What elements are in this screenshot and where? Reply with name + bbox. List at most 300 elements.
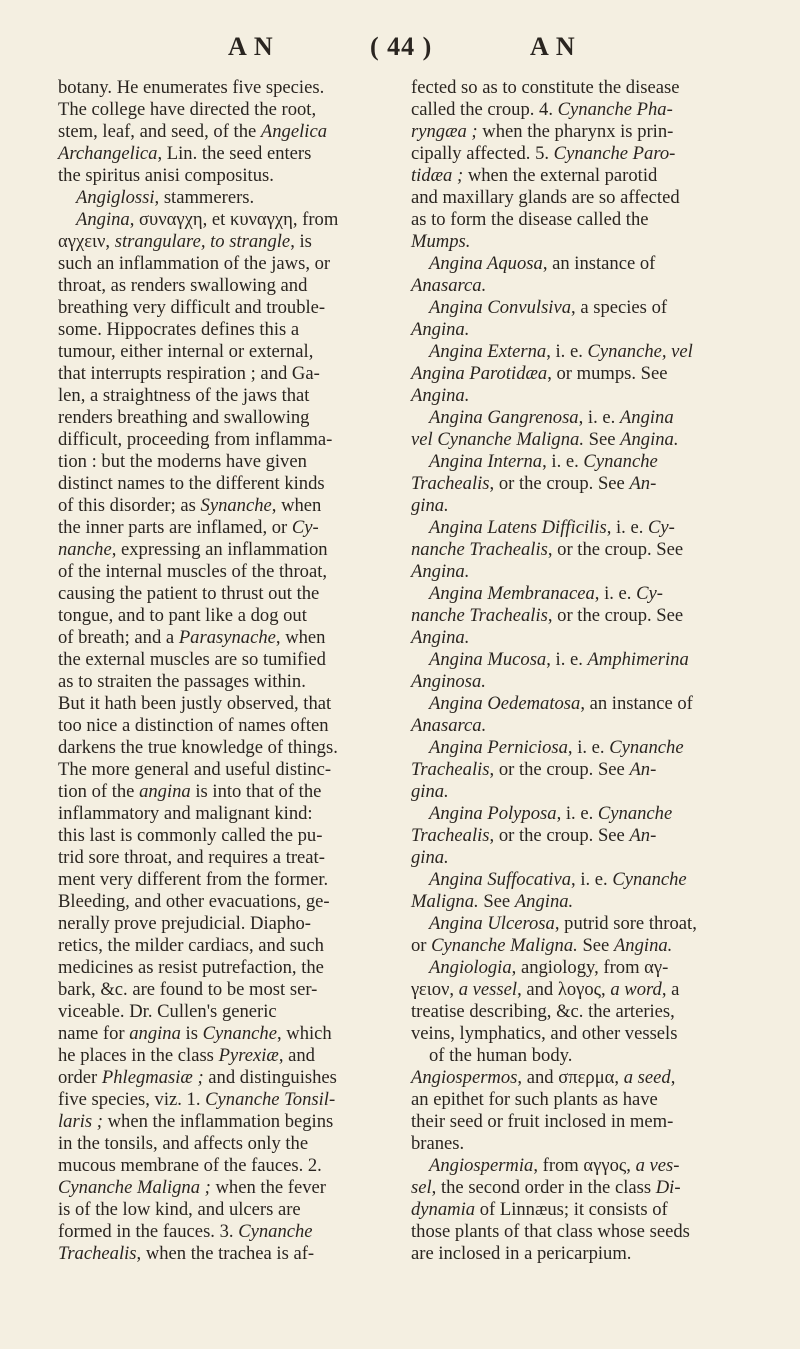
text-line: [411, 517, 761, 539]
italic-text: Angina.: [620, 429, 679, 450]
italic-text: Angiospermia: [429, 1155, 534, 1176]
text-run: difficult, proceeding from inflamma-: [58, 429, 333, 450]
running-head-left: A N: [228, 32, 274, 61]
text-run: , and: [278, 1045, 315, 1066]
italic-text: Cynanche: [583, 451, 658, 472]
text-run: renders breathing and swallowing: [58, 407, 310, 428]
text-line: [58, 319, 398, 341]
italic-text: Angina.: [411, 385, 470, 406]
italic-text: Angina Interna: [429, 451, 543, 472]
italic-text: An-: [629, 473, 657, 494]
text-run: called the croup. 4.: [411, 99, 558, 120]
text-line: [411, 275, 761, 297]
text-run: , angiology, from αγ-: [511, 957, 669, 978]
italic-text: Angina Gangrenosa: [429, 407, 579, 428]
text-run: , which: [276, 1023, 332, 1044]
italic-text: Angina.: [411, 561, 470, 582]
text-run: , i. e.: [546, 341, 588, 362]
text-run: See: [577, 935, 614, 956]
text-line: [411, 319, 761, 341]
italic-text: Pyrexiæ: [218, 1045, 279, 1066]
text-run: tongue, and to pant like a dog out: [58, 605, 307, 626]
text-run: such an inflammation of the jaws, or: [58, 253, 331, 274]
italic-text: Trachealis: [411, 825, 490, 846]
text-run: tumour, either internal or external,: [58, 341, 314, 362]
text-line: [58, 473, 398, 495]
text-line: [58, 583, 398, 605]
text-line: [411, 583, 761, 605]
text-line: [411, 781, 761, 803]
text-line: [411, 803, 761, 825]
italic-text: Angiglossi: [76, 187, 155, 208]
italic-text: gina.: [411, 495, 449, 516]
text-run: , or the croup. See: [547, 539, 684, 560]
text-line: [58, 495, 398, 517]
italic-text: angina: [129, 1023, 181, 1044]
text-line: [411, 561, 761, 583]
text-line: [58, 715, 398, 737]
text-line: [411, 495, 761, 517]
italic-text: a seed: [623, 1067, 671, 1088]
text-run: nerally prove prejudicial. Diapho-: [58, 913, 311, 934]
text-line: [411, 1045, 761, 1067]
text-line: [411, 1001, 761, 1023]
text-run: , an instance of: [542, 253, 656, 274]
text-run: , or the croup. See: [489, 759, 630, 780]
italic-text: a word: [610, 979, 662, 1000]
text-line: [411, 1199, 761, 1221]
text-run: fected so as to constitute the disease: [411, 77, 680, 98]
text-line: [58, 605, 398, 627]
text-run: name for: [58, 1023, 130, 1044]
text-line: [411, 187, 761, 209]
text-line: [58, 187, 398, 209]
italic-text: Di-: [655, 1177, 681, 1198]
text-line: [58, 803, 398, 825]
text-run: when the fever: [210, 1177, 326, 1198]
text-line: [58, 1133, 398, 1155]
text-run: tion : but the moderns have given: [58, 451, 307, 472]
text-run: , i. e.: [571, 869, 613, 890]
text-line: [411, 77, 761, 99]
text-line: [411, 825, 761, 847]
text-line: [58, 847, 398, 869]
text-line: [58, 781, 398, 803]
italic-text: Cy-: [648, 517, 675, 538]
text-run: an epithet for such plants as have: [411, 1089, 658, 1110]
text-run: medicines as resist putrefaction, the: [58, 957, 324, 978]
text-line: [58, 1023, 398, 1045]
text-run: trid sore throat, and requires a treat-: [58, 847, 325, 868]
text-run: of breath; and a: [58, 627, 179, 648]
text-run: stem, leaf, and seed, of the: [58, 121, 261, 142]
text-line: [58, 539, 398, 561]
italic-text: tidæa ;: [411, 165, 464, 186]
italic-text: Synanche: [200, 495, 272, 516]
text-run: , an instance of: [580, 693, 693, 714]
text-run: their seed or fruit inclosed in mem-: [411, 1111, 674, 1132]
italic-text: Angina Suffocativa: [429, 869, 572, 890]
text-run: distinct names to the different kinds: [58, 473, 325, 494]
italic-text: Cynanche, vel: [587, 341, 693, 362]
text-run: , the second order in the class: [431, 1177, 656, 1198]
text-run: five species, viz. 1.: [58, 1089, 206, 1110]
text-line: [58, 913, 398, 935]
text-line: [411, 253, 761, 275]
text-run: throat, as renders swallowing and: [58, 275, 308, 296]
text-line: [58, 935, 398, 957]
italic-text: Cy-: [636, 583, 663, 604]
text-run: bark, &c. are found to be most ser-: [58, 979, 318, 1000]
text-line: [58, 451, 398, 473]
text-run: Bleeding, and other evacuations, ge-: [58, 891, 330, 912]
text-line: [411, 891, 761, 913]
text-line: [411, 1133, 761, 1155]
text-run: , a species of: [571, 297, 668, 318]
text-run: , when: [275, 627, 326, 648]
text-run: treatise describing, &c. the arteries,: [411, 1001, 675, 1022]
text-line: [411, 231, 761, 253]
italic-text: Anasarca.: [411, 275, 487, 296]
text-line: [58, 1001, 398, 1023]
text-run: when the inflammation begins: [102, 1111, 334, 1132]
text-run: , a: [661, 979, 680, 1000]
text-line: [58, 1067, 398, 1089]
text-line: [58, 1155, 398, 1177]
text-run: See: [478, 891, 515, 912]
italic-text: Cynanche Maligna.: [431, 935, 578, 956]
text-run: of this disorder; as: [58, 495, 201, 516]
text-run: retics, the milder cardiacs, and such: [58, 935, 324, 956]
italic-text: dynamia: [411, 1199, 476, 1220]
text-line: [58, 1221, 398, 1243]
italic-text: Trachealis: [411, 473, 490, 494]
italic-text: angina: [139, 781, 191, 802]
text-run: , putrid sore throat,: [554, 913, 697, 934]
text-run: inflammatory and malignant kind:: [58, 803, 313, 824]
text-run: of the human body.: [429, 1045, 573, 1066]
italic-text: An-: [629, 825, 657, 846]
italic-text: Cynanche Maligna ;: [58, 1177, 211, 1198]
text-line: [58, 143, 398, 165]
text-run: that interrupts respiration ; and Ga-: [58, 363, 320, 384]
italic-text: Angiologia: [429, 957, 512, 978]
text-line: [58, 759, 398, 781]
italic-text: nanche Trachealis: [411, 605, 548, 626]
text-line: [58, 979, 398, 1001]
italic-text: Angina Membranacea: [429, 583, 595, 604]
text-line: [58, 737, 398, 759]
italic-text: nanche: [58, 539, 112, 560]
text-line: [58, 77, 398, 99]
text-run: , i. e.: [606, 517, 648, 538]
text-run: of Linnæus; it consists of: [475, 1199, 668, 1220]
text-run: , i. e.: [594, 583, 637, 604]
page-number: ( 44 ): [370, 32, 433, 61]
text-line: [58, 1243, 398, 1265]
italic-text: Angina Polyposa: [429, 803, 557, 824]
text-run: of the internal muscles of the throat,: [58, 561, 328, 582]
text-run: , is: [290, 231, 312, 252]
italic-text: laris ;: [58, 1111, 103, 1132]
text-run: or: [411, 935, 432, 956]
text-line: [58, 165, 398, 187]
italic-text: Cynanche: [597, 803, 673, 824]
text-line: [58, 627, 398, 649]
italic-text: Angina.: [514, 891, 574, 912]
text-run: breathing very difficult and trouble-: [58, 297, 326, 318]
text-line: [58, 1199, 398, 1221]
text-run: , i. e.: [578, 407, 620, 428]
text-line: [58, 275, 398, 297]
text-run: branes.: [411, 1133, 465, 1154]
text-run: order: [58, 1067, 102, 1088]
text-run: some. Hippocrates defines this a: [58, 319, 300, 340]
text-line: [411, 913, 761, 935]
text-line: [411, 1177, 761, 1199]
italic-text: Cynanche: [609, 737, 684, 758]
italic-text: Angina.: [411, 319, 470, 340]
text-run: , i. e.: [542, 451, 584, 472]
text-run: darkens the true knowledge of things.: [58, 737, 338, 758]
italic-text: Amphimerina: [587, 649, 689, 670]
italic-text: Parasynache: [178, 627, 276, 648]
italic-text: strangulare, to strangle: [114, 231, 291, 252]
text-line: [411, 605, 761, 627]
text-line: [58, 649, 398, 671]
text-line: [411, 429, 761, 451]
italic-text: Anasarca.: [411, 715, 487, 736]
text-line: [411, 143, 761, 165]
italic-text: Angelica: [260, 121, 327, 142]
italic-text: Angina.: [613, 935, 673, 956]
text-run: , i. e.: [556, 803, 598, 824]
text-run: this last is commonly called the pu-: [58, 825, 323, 846]
text-run: the spiritus anisi compositus.: [58, 165, 274, 186]
text-line: [411, 121, 761, 143]
text-run: botany. He enumerates five species.: [58, 77, 325, 98]
running-head: [0, 32, 800, 72]
text-run: , and σπερμα,: [517, 1067, 624, 1088]
italic-text: Mumps.: [411, 231, 471, 252]
text-line: [58, 297, 398, 319]
italic-text: sel: [411, 1177, 432, 1198]
italic-text: Maligna.: [411, 891, 479, 912]
text-run: formed in the fauces. 3.: [58, 1221, 239, 1242]
text-run: as to straiten the passages within.: [58, 671, 306, 692]
italic-text: gina.: [411, 781, 449, 802]
italic-text: a vessel: [458, 979, 518, 1000]
text-run: , expressing an inflammation: [111, 539, 328, 560]
text-line: [411, 693, 761, 715]
text-line: [411, 671, 761, 693]
italic-text: Angina Oedematosa: [429, 693, 581, 714]
italic-text: gina.: [411, 847, 449, 868]
text-run: len, a straightness of the jaws that: [58, 385, 310, 406]
text-run: γειον,: [411, 979, 459, 1000]
italic-text: vel Cynanche Maligna.: [411, 429, 584, 450]
text-run: when the external parotid: [463, 165, 658, 186]
italic-text: Archangelica: [58, 143, 158, 164]
text-run: , stammerers.: [154, 187, 255, 208]
text-run: , and λογος,: [517, 979, 611, 1000]
text-line: [411, 627, 761, 649]
text-run: , or mumps. See: [547, 363, 668, 384]
italic-text: Angina Aquosa: [429, 253, 543, 274]
text-line: [58, 1089, 398, 1111]
italic-text: Angina Latens Difficilis: [429, 517, 607, 538]
italic-text: Cy-: [291, 517, 319, 538]
text-run: is of the low kind, and ulcers are: [58, 1199, 301, 1220]
italic-text: Angina Mucosa: [429, 649, 547, 670]
italic-text: a ves-: [635, 1155, 680, 1176]
text-run: mucous membrane of the fauces. 2.: [58, 1155, 322, 1176]
text-run: The college have directed the root,: [58, 99, 317, 120]
italic-text: ryngæa ;: [411, 121, 478, 142]
text-line: [411, 1023, 761, 1045]
text-line: [411, 869, 761, 891]
text-run: are inclosed in a pericarpium.: [411, 1243, 632, 1264]
italic-text: An-: [629, 759, 657, 780]
text-line: [58, 407, 398, 429]
text-line: [58, 891, 398, 913]
italic-text: Angina Ulcerosa: [429, 913, 555, 934]
text-line: [58, 1111, 398, 1133]
text-line: [411, 1155, 761, 1177]
italic-text: Angina Parotidæa: [411, 363, 548, 384]
text-line: [58, 671, 398, 693]
text-line: [411, 1221, 761, 1243]
italic-text: Angina.: [411, 627, 470, 648]
text-line: [411, 473, 761, 495]
text-run: he places in the class: [58, 1045, 219, 1066]
text-line: [411, 759, 761, 781]
left-text-column: [58, 77, 398, 1265]
text-run: when the pharynx is prin-: [477, 121, 674, 142]
text-line: [58, 1177, 398, 1199]
text-run: the external muscles are so tumified: [58, 649, 326, 670]
text-line: [58, 209, 398, 231]
text-run: , when the trachea is af-: [136, 1243, 315, 1264]
text-line: [58, 121, 398, 143]
text-run: , when: [271, 495, 322, 516]
text-line: [58, 561, 398, 583]
text-run: See: [583, 429, 621, 450]
text-line: [58, 1045, 398, 1067]
italic-text: Phlegmasiæ ;: [101, 1067, 204, 1088]
text-run: , Lin. the seed enters: [157, 143, 312, 164]
italic-text: Cynanche Tonsil-: [205, 1089, 336, 1110]
text-line: [411, 1067, 761, 1089]
text-run: ,: [670, 1067, 676, 1088]
text-run: is: [180, 1023, 203, 1044]
text-line: [411, 539, 761, 561]
text-run: the inner parts are inflamed, or: [58, 517, 292, 538]
text-run: in the tonsils, and affects only the: [58, 1133, 309, 1154]
italic-text: Angina: [76, 209, 130, 230]
text-run: and maxillary glands are so affected: [411, 187, 680, 208]
text-run: , or the croup. See: [489, 825, 630, 846]
text-line: [411, 297, 761, 319]
text-run: tion of the: [58, 781, 140, 802]
italic-text: Angina Externa: [429, 341, 547, 362]
italic-text: Cynanche: [202, 1023, 277, 1044]
text-line: [411, 1111, 761, 1133]
text-line: [58, 825, 398, 847]
text-line: [58, 231, 398, 253]
italic-text: Cynanche Paro-: [553, 143, 676, 164]
text-line: [411, 957, 761, 979]
text-line: [411, 209, 761, 231]
text-run: , from αγγος,: [533, 1155, 636, 1176]
text-run: those plants of that class whose seeds: [411, 1221, 690, 1242]
italic-text: Anginosa.: [411, 671, 486, 692]
text-line: [411, 935, 761, 957]
text-line: [411, 1089, 761, 1111]
italic-text: Angiospermos: [411, 1067, 518, 1088]
italic-text: Cynanche Pha-: [557, 99, 673, 120]
text-run: , i. e.: [567, 737, 610, 758]
running-head-right: A N: [530, 32, 576, 61]
italic-text: nanche Trachealis: [411, 539, 548, 560]
text-run: causing the patient to thrust out the: [58, 583, 320, 604]
text-line: [58, 99, 398, 121]
text-run: , συναγχη, et κυναγχη, from: [129, 209, 339, 230]
text-run: , or the croup. See: [489, 473, 630, 494]
text-line: [411, 649, 761, 671]
text-line: [58, 385, 398, 407]
text-run: too nice a distinction of names often: [58, 715, 329, 736]
text-line: [411, 385, 761, 407]
text-run: cipally affected. 5.: [411, 143, 554, 164]
text-run: The more general and useful distinc-: [58, 759, 332, 780]
text-line: [411, 847, 761, 869]
text-line: [411, 165, 761, 187]
text-line: [411, 99, 761, 121]
text-run: But it hath been justly observed, that: [58, 693, 332, 714]
text-line: [58, 957, 398, 979]
text-line: [58, 517, 398, 539]
text-line: [58, 869, 398, 891]
text-line: [58, 363, 398, 385]
text-line: [411, 451, 761, 473]
text-line: [58, 693, 398, 715]
text-run: , or the croup. See: [547, 605, 684, 626]
right-text-column: [411, 77, 761, 1265]
text-line: [411, 1243, 761, 1265]
text-line: [58, 253, 398, 275]
text-run: viceable. Dr. Cullen's generic: [58, 1001, 277, 1022]
italic-text: Cynanche: [612, 869, 687, 890]
text-line: [58, 429, 398, 451]
text-run: veins, lymphatics, and other vessels: [411, 1023, 678, 1044]
text-line: [411, 737, 761, 759]
italic-text: Trachealis: [58, 1243, 137, 1264]
italic-text: Angina Convulsiva: [429, 297, 572, 318]
text-run: , i. e.: [546, 649, 588, 670]
text-run: as to form the disease called the: [411, 209, 649, 230]
text-run: αγχειν,: [58, 231, 115, 252]
text-line: [411, 341, 761, 363]
text-line: [411, 979, 761, 1001]
italic-text: Trachealis: [411, 759, 490, 780]
italic-text: Angina Perniciosa: [429, 737, 568, 758]
text-line: [58, 341, 398, 363]
text-run: ment very different from the former.: [58, 869, 329, 890]
text-line: [411, 407, 761, 429]
text-line: [411, 715, 761, 737]
text-line: [411, 363, 761, 385]
